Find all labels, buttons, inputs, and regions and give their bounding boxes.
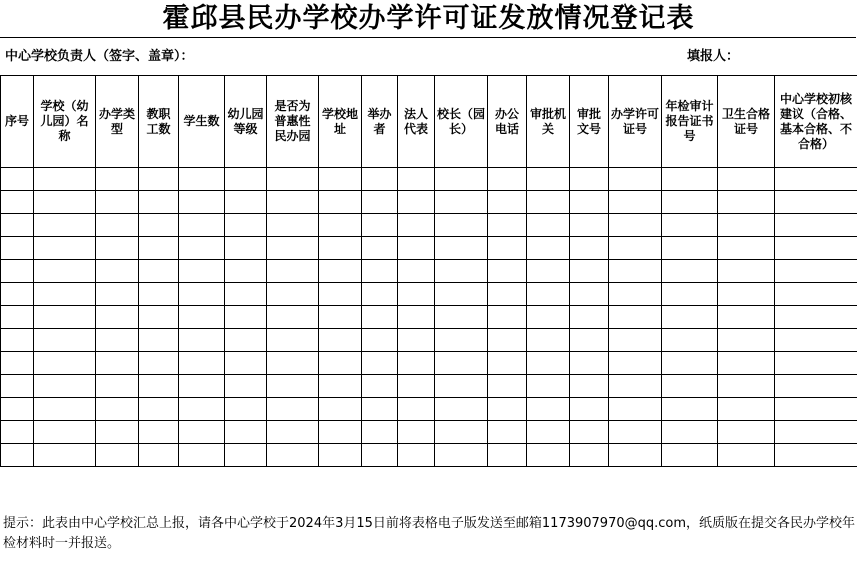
table-cell[interactable] xyxy=(718,352,775,375)
table-cell[interactable] xyxy=(179,168,225,191)
table-cell[interactable] xyxy=(96,260,139,283)
table-cell[interactable] xyxy=(179,306,225,329)
column-header xyxy=(139,76,179,168)
table-cell[interactable] xyxy=(96,352,139,375)
table-cell[interactable] xyxy=(319,444,362,467)
table-cell[interactable] xyxy=(718,260,775,283)
table-cell[interactable] xyxy=(527,329,570,352)
table-cell[interactable] xyxy=(775,444,857,467)
table-cell[interactable] xyxy=(398,329,435,352)
table-cell[interactable] xyxy=(488,260,527,283)
table-cell[interactable] xyxy=(319,375,362,398)
table-cell[interactable] xyxy=(570,444,609,467)
table-cell[interactable] xyxy=(662,444,718,467)
table-cell[interactable] xyxy=(319,283,362,306)
table-cell[interactable] xyxy=(435,306,488,329)
table-cell[interactable] xyxy=(662,352,718,375)
table-cell[interactable] xyxy=(488,329,527,352)
table-cell[interactable] xyxy=(662,237,718,260)
table-cell[interactable] xyxy=(775,283,857,306)
table-cell[interactable] xyxy=(609,260,662,283)
table-cell[interactable] xyxy=(1,398,34,421)
table-cell[interactable] xyxy=(34,237,96,260)
table-cell[interactable] xyxy=(570,260,609,283)
table-cell[interactable] xyxy=(718,375,775,398)
table-cell[interactable] xyxy=(96,421,139,444)
table-cell[interactable] xyxy=(34,306,96,329)
table-row xyxy=(1,237,857,260)
table-cell[interactable] xyxy=(225,260,267,283)
table-cell[interactable] xyxy=(488,398,527,421)
table-cell[interactable] xyxy=(179,352,225,375)
table-cell[interactable] xyxy=(267,214,319,237)
column-header-label: 举办者 xyxy=(367,106,392,136)
table-cell[interactable] xyxy=(1,329,34,352)
table-cell[interactable] xyxy=(570,329,609,352)
table-cell[interactable] xyxy=(527,237,570,260)
table-cell[interactable] xyxy=(435,329,488,352)
table-cell[interactable] xyxy=(398,375,435,398)
table-cell[interactable] xyxy=(362,283,398,306)
table-cell[interactable] xyxy=(527,421,570,444)
table-cell[interactable] xyxy=(718,306,775,329)
table-cell[interactable] xyxy=(662,306,718,329)
table-cell[interactable] xyxy=(527,260,570,283)
column-header-label: 办学许可证号 xyxy=(611,106,660,136)
table-cell[interactable] xyxy=(488,237,527,260)
table-cell[interactable] xyxy=(570,283,609,306)
table-cell[interactable] xyxy=(362,329,398,352)
table-cell[interactable] xyxy=(662,260,718,283)
table-cell[interactable] xyxy=(398,444,435,467)
table-cell[interactable] xyxy=(225,421,267,444)
table-cell[interactable] xyxy=(570,306,609,329)
table-cell[interactable] xyxy=(139,421,179,444)
table-cell[interactable] xyxy=(34,421,96,444)
table-cell[interactable] xyxy=(96,444,139,467)
column-header-label: 学校（幼儿园）名称 xyxy=(40,99,89,143)
table-cell[interactable] xyxy=(34,191,96,214)
table-cell[interactable] xyxy=(179,421,225,444)
table-cell[interactable] xyxy=(398,191,435,214)
table-cell[interactable] xyxy=(1,214,34,237)
table-cell[interactable] xyxy=(319,421,362,444)
table-cell[interactable] xyxy=(139,444,179,467)
table-cell[interactable] xyxy=(1,352,34,375)
table-cell[interactable] xyxy=(225,398,267,421)
table-cell[interactable] xyxy=(96,214,139,237)
table-cell[interactable] xyxy=(179,398,225,421)
table-cell[interactable] xyxy=(488,421,527,444)
table-cell[interactable] xyxy=(775,398,857,421)
table-cell[interactable] xyxy=(435,260,488,283)
table-cell[interactable] xyxy=(775,260,857,283)
table-cell[interactable] xyxy=(488,191,527,214)
column-header xyxy=(179,76,225,168)
table-cell[interactable] xyxy=(718,168,775,191)
table-cell[interactable] xyxy=(488,375,527,398)
table-cell[interactable] xyxy=(96,191,139,214)
table-cell[interactable] xyxy=(609,398,662,421)
table-cell[interactable] xyxy=(398,214,435,237)
table-cell[interactable] xyxy=(609,168,662,191)
table-cell[interactable] xyxy=(609,352,662,375)
table-cell[interactable] xyxy=(609,444,662,467)
column-header xyxy=(398,76,435,168)
table-cell[interactable] xyxy=(662,283,718,306)
table-cell[interactable] xyxy=(775,168,857,191)
table-body xyxy=(1,168,857,467)
table-cell[interactable] xyxy=(488,352,527,375)
column-header-label: 学生数 xyxy=(183,114,220,128)
table-header-row xyxy=(1,76,857,168)
table-cell[interactable] xyxy=(488,306,527,329)
table-cell[interactable] xyxy=(570,421,609,444)
table-cell[interactable] xyxy=(775,352,857,375)
table-cell[interactable] xyxy=(319,306,362,329)
table-cell[interactable] xyxy=(527,375,570,398)
table-cell[interactable] xyxy=(34,283,96,306)
table-cell[interactable] xyxy=(139,398,179,421)
column-header xyxy=(662,76,718,168)
table-cell[interactable] xyxy=(362,398,398,421)
column-header xyxy=(1,76,34,168)
column-header xyxy=(225,76,267,168)
table-cell[interactable] xyxy=(775,375,857,398)
column-header-label: 审批机关 xyxy=(529,106,566,136)
table-cell[interactable] xyxy=(362,260,398,283)
table-cell[interactable] xyxy=(398,421,435,444)
table-cell[interactable] xyxy=(1,260,34,283)
table-cell[interactable] xyxy=(398,168,435,191)
table-row xyxy=(1,191,857,214)
table-cell[interactable] xyxy=(570,375,609,398)
column-header-label: 幼儿园等级 xyxy=(227,106,264,136)
table-cell[interactable] xyxy=(527,191,570,214)
page-title: 霍邱县民办学校办学许可证发放情况登记表 xyxy=(162,3,695,34)
table-cell[interactable] xyxy=(267,329,319,352)
table-cell[interactable] xyxy=(609,283,662,306)
table-row xyxy=(1,398,857,421)
table-cell[interactable] xyxy=(1,444,34,467)
column-header xyxy=(34,76,96,168)
table-cell[interactable] xyxy=(1,375,34,398)
table-cell[interactable] xyxy=(34,352,96,375)
table-cell[interactable] xyxy=(267,260,319,283)
table-cell[interactable] xyxy=(225,352,267,375)
table-cell[interactable] xyxy=(775,214,857,237)
table-cell[interactable] xyxy=(139,306,179,329)
table-cell[interactable] xyxy=(225,237,267,260)
column-header xyxy=(96,76,139,168)
column-header xyxy=(527,76,570,168)
table-cell[interactable] xyxy=(362,352,398,375)
table-cell[interactable] xyxy=(1,237,34,260)
column-header-label: 校长（园长） xyxy=(437,106,486,136)
table-cell[interactable] xyxy=(34,168,96,191)
table-cell[interactable] xyxy=(398,260,435,283)
table-cell[interactable] xyxy=(398,398,435,421)
table-cell[interactable] xyxy=(225,306,267,329)
table-cell[interactable] xyxy=(267,237,319,260)
table-row xyxy=(1,352,857,375)
table-cell[interactable] xyxy=(718,421,775,444)
table-cell[interactable] xyxy=(570,214,609,237)
table-cell[interactable] xyxy=(139,191,179,214)
column-header xyxy=(570,76,609,168)
table-cell[interactable] xyxy=(398,306,435,329)
table-cell[interactable] xyxy=(362,237,398,260)
column-header-label: 法人代表 xyxy=(403,106,428,136)
table-cell[interactable] xyxy=(609,421,662,444)
table-cell[interactable] xyxy=(718,191,775,214)
table-cell[interactable] xyxy=(362,421,398,444)
table-cell[interactable] xyxy=(609,375,662,398)
table-cell[interactable] xyxy=(139,168,179,191)
table-cell[interactable] xyxy=(179,214,225,237)
table-cell[interactable] xyxy=(225,375,267,398)
submission-note: 提示：此表由中心学校汇总上报，请各中心学校于2024年3月15日前将表格电子版发送至邮箱1173907970@qq.com，纸质版在提交各民办学校年检材料时一并报送。 xyxy=(3,516,856,551)
table-cell[interactable] xyxy=(319,329,362,352)
table-cell[interactable] xyxy=(34,260,96,283)
table-cell[interactable] xyxy=(267,283,319,306)
table-cell[interactable] xyxy=(662,398,718,421)
table-cell[interactable] xyxy=(527,444,570,467)
table-cell[interactable] xyxy=(527,283,570,306)
table-cell[interactable] xyxy=(34,214,96,237)
table-cell[interactable] xyxy=(319,260,362,283)
registration-form xyxy=(0,37,856,484)
table-cell[interactable] xyxy=(775,237,857,260)
table-row xyxy=(1,168,857,191)
table-cell[interactable] xyxy=(435,283,488,306)
table-row xyxy=(1,214,857,237)
table-cell[interactable] xyxy=(225,329,267,352)
table-cell[interactable] xyxy=(435,168,488,191)
table-cell[interactable] xyxy=(1,191,34,214)
filler-label: 填报人： xyxy=(687,49,740,64)
table-cell[interactable] xyxy=(775,191,857,214)
table-cell[interactable] xyxy=(267,191,319,214)
table-cell[interactable] xyxy=(179,283,225,306)
table-cell[interactable] xyxy=(225,214,267,237)
column-header xyxy=(435,76,488,168)
table-cell[interactable] xyxy=(435,398,488,421)
table-cell[interactable] xyxy=(662,214,718,237)
table-cell[interactable] xyxy=(139,260,179,283)
table-cell[interactable] xyxy=(527,168,570,191)
column-header-label: 年检审计报告证书号 xyxy=(665,99,714,143)
table-cell[interactable] xyxy=(34,375,96,398)
form-info-row xyxy=(0,38,856,75)
table-cell[interactable] xyxy=(570,191,609,214)
table-row xyxy=(1,444,857,467)
table-cell[interactable] xyxy=(718,444,775,467)
column-header-label: 中心学校初核建议（合格、基本合格、不合格） xyxy=(779,91,852,151)
table-cell[interactable] xyxy=(435,214,488,237)
column-header xyxy=(319,76,362,168)
column-header-label: 学校地址 xyxy=(321,106,358,136)
table-row xyxy=(1,375,857,398)
column-header-label: 办公电话 xyxy=(494,106,519,136)
table-cell[interactable] xyxy=(662,375,718,398)
table-cell[interactable] xyxy=(527,306,570,329)
table-cell[interactable] xyxy=(1,283,34,306)
table-cell[interactable] xyxy=(34,444,96,467)
table-cell[interactable] xyxy=(1,306,34,329)
table-cell[interactable] xyxy=(319,191,362,214)
table-cell[interactable] xyxy=(34,398,96,421)
table-cell[interactable] xyxy=(435,421,488,444)
table-cell[interactable] xyxy=(527,214,570,237)
table-cell[interactable] xyxy=(139,237,179,260)
column-header-label: 审批文号 xyxy=(576,106,601,136)
table-cell[interactable] xyxy=(527,398,570,421)
table-cell[interactable] xyxy=(225,444,267,467)
table-cell[interactable] xyxy=(225,168,267,191)
table-cell[interactable] xyxy=(267,444,319,467)
table-cell[interactable] xyxy=(662,168,718,191)
table-cell[interactable] xyxy=(362,168,398,191)
table-cell[interactable] xyxy=(718,398,775,421)
table-cell[interactable] xyxy=(139,283,179,306)
column-header-label: 教职工数 xyxy=(146,106,171,136)
table-cell[interactable] xyxy=(775,329,857,352)
table-cell[interactable] xyxy=(718,329,775,352)
table-row xyxy=(1,306,857,329)
table-cell[interactable] xyxy=(609,237,662,260)
table-cell[interactable] xyxy=(362,306,398,329)
column-header xyxy=(718,76,775,168)
table-cell[interactable] xyxy=(179,329,225,352)
table-cell[interactable] xyxy=(609,214,662,237)
table-cell[interactable] xyxy=(718,237,775,260)
table-cell[interactable] xyxy=(267,306,319,329)
table-cell[interactable] xyxy=(609,329,662,352)
table-cell[interactable] xyxy=(435,375,488,398)
table-cell[interactable] xyxy=(267,352,319,375)
table-row xyxy=(1,329,857,352)
table-cell[interactable] xyxy=(435,237,488,260)
table-cell[interactable] xyxy=(179,191,225,214)
table-cell[interactable] xyxy=(319,168,362,191)
table-cell[interactable] xyxy=(570,352,609,375)
table-cell[interactable] xyxy=(570,168,609,191)
column-header-label: 是否为普惠性民办园 xyxy=(274,99,311,143)
table-cell[interactable] xyxy=(225,283,267,306)
table-cell[interactable] xyxy=(662,191,718,214)
table-cell[interactable] xyxy=(179,237,225,260)
table-cell[interactable] xyxy=(398,283,435,306)
table-cell[interactable] xyxy=(435,191,488,214)
table-cell[interactable] xyxy=(718,283,775,306)
table-cell[interactable] xyxy=(435,352,488,375)
table-cell[interactable] xyxy=(435,444,488,467)
registration-table xyxy=(0,75,857,467)
table-cell[interactable] xyxy=(362,375,398,398)
column-header xyxy=(488,76,527,168)
table-row xyxy=(1,260,857,283)
table-cell[interactable] xyxy=(267,421,319,444)
table-cell[interactable] xyxy=(488,283,527,306)
table-cell[interactable] xyxy=(398,237,435,260)
table-cell[interactable] xyxy=(662,421,718,444)
table-row xyxy=(1,283,857,306)
table-cell[interactable] xyxy=(488,444,527,467)
table-cell[interactable] xyxy=(139,214,179,237)
table-cell[interactable] xyxy=(179,260,225,283)
table-cell[interactable] xyxy=(362,214,398,237)
table-cell[interactable] xyxy=(775,306,857,329)
table-cell[interactable] xyxy=(96,329,139,352)
table-cell[interactable] xyxy=(362,444,398,467)
table-cell[interactable] xyxy=(267,375,319,398)
table-cell[interactable] xyxy=(488,168,527,191)
table-cell[interactable] xyxy=(319,237,362,260)
column-header xyxy=(775,76,857,168)
table-row xyxy=(1,421,857,444)
table-cell[interactable] xyxy=(362,191,398,214)
table-cell[interactable] xyxy=(139,375,179,398)
table-cell[interactable] xyxy=(1,168,34,191)
table-cell[interactable] xyxy=(570,237,609,260)
table-cell[interactable] xyxy=(139,352,179,375)
column-header xyxy=(267,76,319,168)
table-cell[interactable] xyxy=(139,329,179,352)
table-cell[interactable] xyxy=(96,237,139,260)
table-cell[interactable] xyxy=(96,306,139,329)
table-cell[interactable] xyxy=(488,214,527,237)
column-header-label: 卫生合格证号 xyxy=(721,106,770,136)
table-cell[interactable] xyxy=(718,214,775,237)
table-cell[interactable] xyxy=(179,375,225,398)
table-cell[interactable] xyxy=(570,398,609,421)
column-header-label: 序号 xyxy=(4,114,29,128)
table-cell[interactable] xyxy=(609,191,662,214)
table-cell[interactable] xyxy=(398,352,435,375)
table-cell[interactable] xyxy=(319,214,362,237)
table-cell[interactable] xyxy=(609,306,662,329)
table-cell[interactable] xyxy=(96,398,139,421)
table-cell[interactable] xyxy=(267,398,319,421)
table-cell[interactable] xyxy=(96,283,139,306)
column-header xyxy=(362,76,398,168)
table-cell[interactable] xyxy=(527,352,570,375)
table-cell[interactable] xyxy=(96,168,139,191)
column-header-label: 办学类型 xyxy=(98,106,135,136)
table-cell[interactable] xyxy=(225,191,267,214)
table-cell[interactable] xyxy=(775,421,857,444)
table-cell[interactable] xyxy=(1,421,34,444)
table-cell[interactable] xyxy=(96,375,139,398)
responsible-signature-label: 中心学校负责人（签字、盖章）： xyxy=(5,49,194,64)
table-cell[interactable] xyxy=(267,168,319,191)
table-cell[interactable] xyxy=(179,444,225,467)
table-cell[interactable] xyxy=(319,398,362,421)
table-cell[interactable] xyxy=(662,329,718,352)
table-cell[interactable] xyxy=(34,329,96,352)
column-header xyxy=(609,76,662,168)
table-cell[interactable] xyxy=(319,352,362,375)
